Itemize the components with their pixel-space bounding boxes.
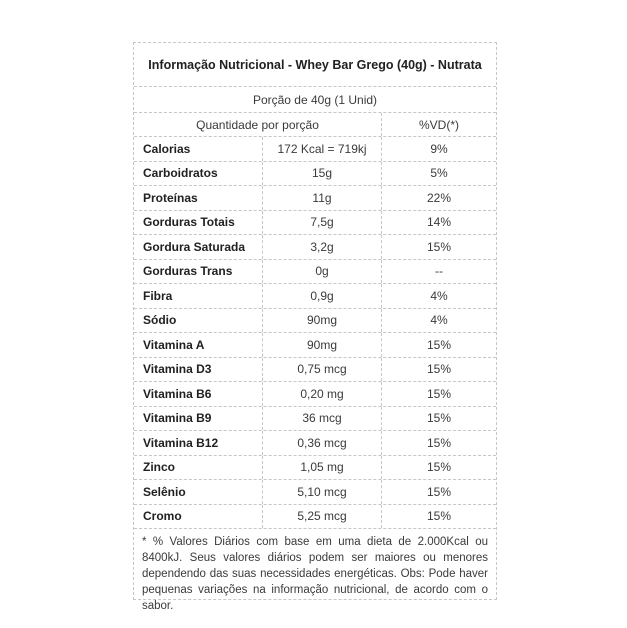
nutrient-dv: 15% (426, 509, 452, 524)
table-row (134, 382, 496, 407)
nutrient-dv: 15% (426, 484, 452, 499)
nutrient-label: Vitamina B9 (143, 411, 212, 426)
nutrient-dv: 5% (430, 166, 448, 181)
table-title: Informação Nutricional - Whey Bar Grego (40g) - Nutrata (134, 43, 496, 87)
nutrient-label: Gordura Saturada (143, 239, 246, 254)
nutrient-label: Selênio (143, 484, 186, 499)
nutrient-amount: 7,5g (262, 211, 382, 235)
table-row (134, 333, 496, 358)
nutrient-dv: 15% (426, 435, 452, 450)
table-row (134, 137, 496, 162)
table-row (134, 358, 496, 383)
daily-value-column-header: %VD(*) (418, 117, 459, 132)
nutrient-label: Vitamina D3 (143, 362, 212, 377)
nutrient-amount: 1,05 mg (262, 456, 382, 480)
nutrient-label: Carboidratos (143, 166, 218, 181)
nutrition-facts-table (133, 42, 497, 612)
daily-values-footnote: * % Valores Diários com base em uma dieta de 2.000Kcal ou 8400kJ. Seus valores diários podem ser maiores ou menores dependendo das suas necessidades energéticas. Obs: Pode haver pequenas variações na informação nutricional, de acordo com o sabor. (142, 536, 488, 612)
table-row (134, 456, 496, 481)
nutrient-amount: 5,10 mcg (262, 480, 382, 504)
nutrient-label: Proteínas (143, 190, 198, 205)
table-row (134, 235, 496, 260)
table-row (134, 407, 496, 432)
table-row (134, 505, 496, 530)
nutrient-dv: 15% (426, 362, 452, 377)
nutrient-label: Calorias (143, 141, 191, 156)
nutrient-amount: 5,25 mcg (262, 505, 382, 529)
portion-row: Porção de 40g (1 Unid) (134, 87, 496, 113)
nutrient-label: Vitamina A (143, 337, 205, 352)
nutrient-label: Gorduras Trans (143, 264, 233, 279)
table-row (134, 480, 496, 505)
column-header-row (134, 113, 496, 137)
nutrient-amount: 0,9g (262, 284, 382, 308)
nutrient-amount: 0,75 mcg (262, 358, 382, 382)
nutrient-amount: 11g (262, 186, 382, 210)
table-row (134, 260, 496, 285)
nutrient-dv: 9% (430, 141, 448, 156)
nutrient-dv: 15% (426, 460, 452, 475)
table-row (134, 431, 496, 456)
nutrient-amount: 15g (262, 162, 382, 186)
nutrient-label: Gorduras Totais (143, 215, 235, 230)
nutrient-dv: 15% (426, 337, 452, 352)
nutrient-dv: 15% (426, 386, 452, 401)
nutrient-dv: 4% (430, 313, 448, 328)
nutrient-amount: 90mg (262, 309, 382, 333)
nutrient-dv: 15% (426, 411, 452, 426)
nutrient-label: Fibra (143, 288, 173, 303)
quantity-column-header: Quantidade por porção (134, 113, 382, 136)
table-row (134, 186, 496, 211)
nutrient-dv: 4% (430, 288, 448, 303)
nutrient-amount: 0,20 mg (262, 382, 382, 406)
nutrient-amount: 3,2g (262, 235, 382, 259)
table-row (134, 211, 496, 236)
nutrient-label: Zinco (143, 460, 175, 475)
nutrient-amount: 36 mcg (262, 407, 382, 431)
table-row (134, 309, 496, 334)
table-row (134, 284, 496, 309)
nutrient-amount: 0,36 mcg (262, 431, 382, 455)
table-row (134, 162, 496, 187)
nutrient-amount: 90mg (262, 333, 382, 357)
nutrient-dv: -- (435, 264, 443, 279)
nutrient-label: Vitamina B6 (143, 386, 212, 401)
nutrient-label: Cromo (143, 509, 182, 524)
nutrient-label: Vitamina B12 (143, 435, 219, 450)
nutrient-label: Sódio (143, 313, 177, 328)
nutrient-dv: 14% (426, 215, 452, 230)
nutrient-dv: 22% (426, 190, 452, 205)
nutrient-amount: 172 Kcal = 719kj (262, 137, 382, 161)
nutrient-amount: 0g (262, 260, 382, 284)
nutrient-dv: 15% (426, 239, 452, 254)
